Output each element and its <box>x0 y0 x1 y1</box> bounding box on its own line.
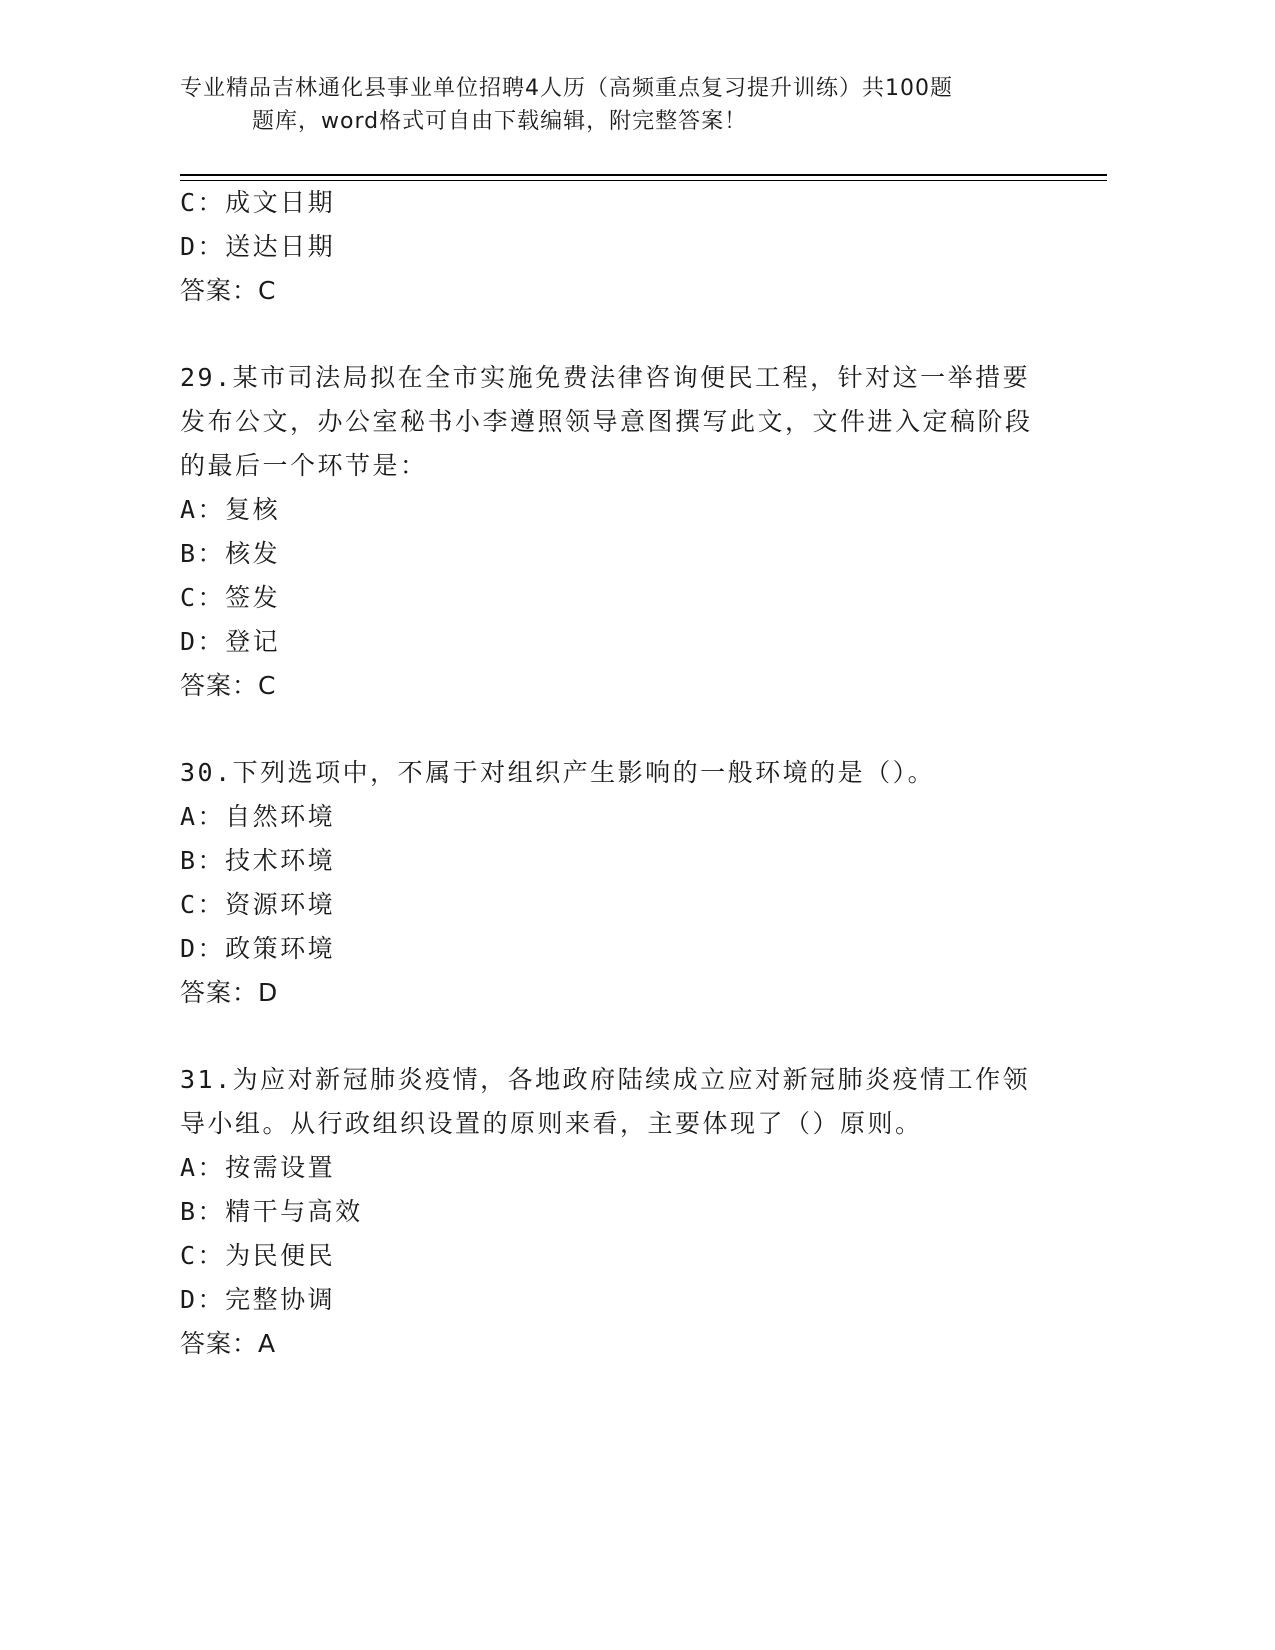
option-text: 核发 <box>225 539 281 568</box>
question-30 <box>180 751 1040 1015</box>
answer-line: 答案：A <box>180 1329 277 1358</box>
option-key: A： <box>180 802 226 831</box>
option-text: 成文日期 <box>225 188 336 217</box>
option-row <box>180 181 1040 225</box>
option-key: C： <box>180 1241 226 1270</box>
option-row <box>180 620 1040 664</box>
option-key: B： <box>180 846 226 875</box>
spacer <box>180 708 1040 751</box>
option-row <box>180 488 1040 532</box>
option-key: C： <box>180 890 226 919</box>
answer-line: 答案：D <box>180 978 279 1007</box>
option-row <box>180 532 1040 576</box>
option-row <box>180 1278 1040 1322</box>
option-row <box>180 839 1040 883</box>
question-stem: 29.某市司法局拟在全市实施免费法律咨询便民工程，针对这一举措要发布公文，办公室秘书小李遵照领导意图撰写此文，文件进入定稿阶段的最后一个环节是： <box>180 363 1033 480</box>
question-29 <box>180 356 1040 708</box>
option-row <box>180 1234 1040 1278</box>
question-31 <box>180 1058 1040 1366</box>
option-row <box>180 883 1040 927</box>
spacer <box>180 1015 1040 1058</box>
option-text: 送达日期 <box>225 232 336 261</box>
spacer <box>180 313 1040 356</box>
option-text: 复核 <box>225 495 281 524</box>
question-stem: 30.下列选项中，不属于对组织产生影响的一般环境的是（）。 <box>180 758 936 787</box>
option-row <box>180 225 1040 269</box>
option-key: D： <box>180 232 226 261</box>
document-header <box>180 72 1010 138</box>
question-content <box>180 181 1040 1366</box>
option-row <box>180 927 1040 971</box>
option-text: 登记 <box>225 627 281 656</box>
option-key: A： <box>180 1153 226 1182</box>
question-stem: 31.为应对新冠肺炎疫情，各地政府陆续成立应对新冠肺炎疫情工作领导小组。从行政组织设置的原则来看，主要体现了（）原则。 <box>180 1065 1031 1138</box>
option-key: B： <box>180 1197 226 1226</box>
option-key: D： <box>180 627 226 656</box>
header-divider-thick <box>180 174 1107 176</box>
header-title-line2: 题库，word格式可自由下载编辑，附完整答案！ <box>252 109 748 134</box>
option-row <box>180 1146 1040 1190</box>
option-key: C： <box>180 583 226 612</box>
option-key: D： <box>180 934 226 963</box>
option-text: 政策环境 <box>225 934 336 963</box>
answer-line: 答案：C <box>180 276 277 305</box>
option-row <box>180 1190 1040 1234</box>
option-text: 签发 <box>225 583 281 612</box>
option-key: C： <box>180 188 226 217</box>
option-text: 资源环境 <box>225 890 336 919</box>
option-text: 为民便民 <box>225 1241 336 1270</box>
option-key: D： <box>180 1285 226 1314</box>
option-row <box>180 576 1040 620</box>
option-text: 完整协调 <box>225 1285 336 1314</box>
answer-line: 答案：C <box>180 671 277 700</box>
option-key: A： <box>180 495 226 524</box>
option-row <box>180 795 1040 839</box>
option-text: 精干与高效 <box>225 1197 363 1226</box>
option-text: 自然环境 <box>225 802 336 831</box>
header-title-line1: 专业精品吉林通化县事业单位招聘4人历（高频重点复习提升训练）共100题 <box>180 76 953 101</box>
option-key: B： <box>180 539 226 568</box>
option-text: 技术环境 <box>225 846 336 875</box>
option-text: 按需设置 <box>225 1153 336 1182</box>
previous-question-tail <box>180 181 1040 313</box>
